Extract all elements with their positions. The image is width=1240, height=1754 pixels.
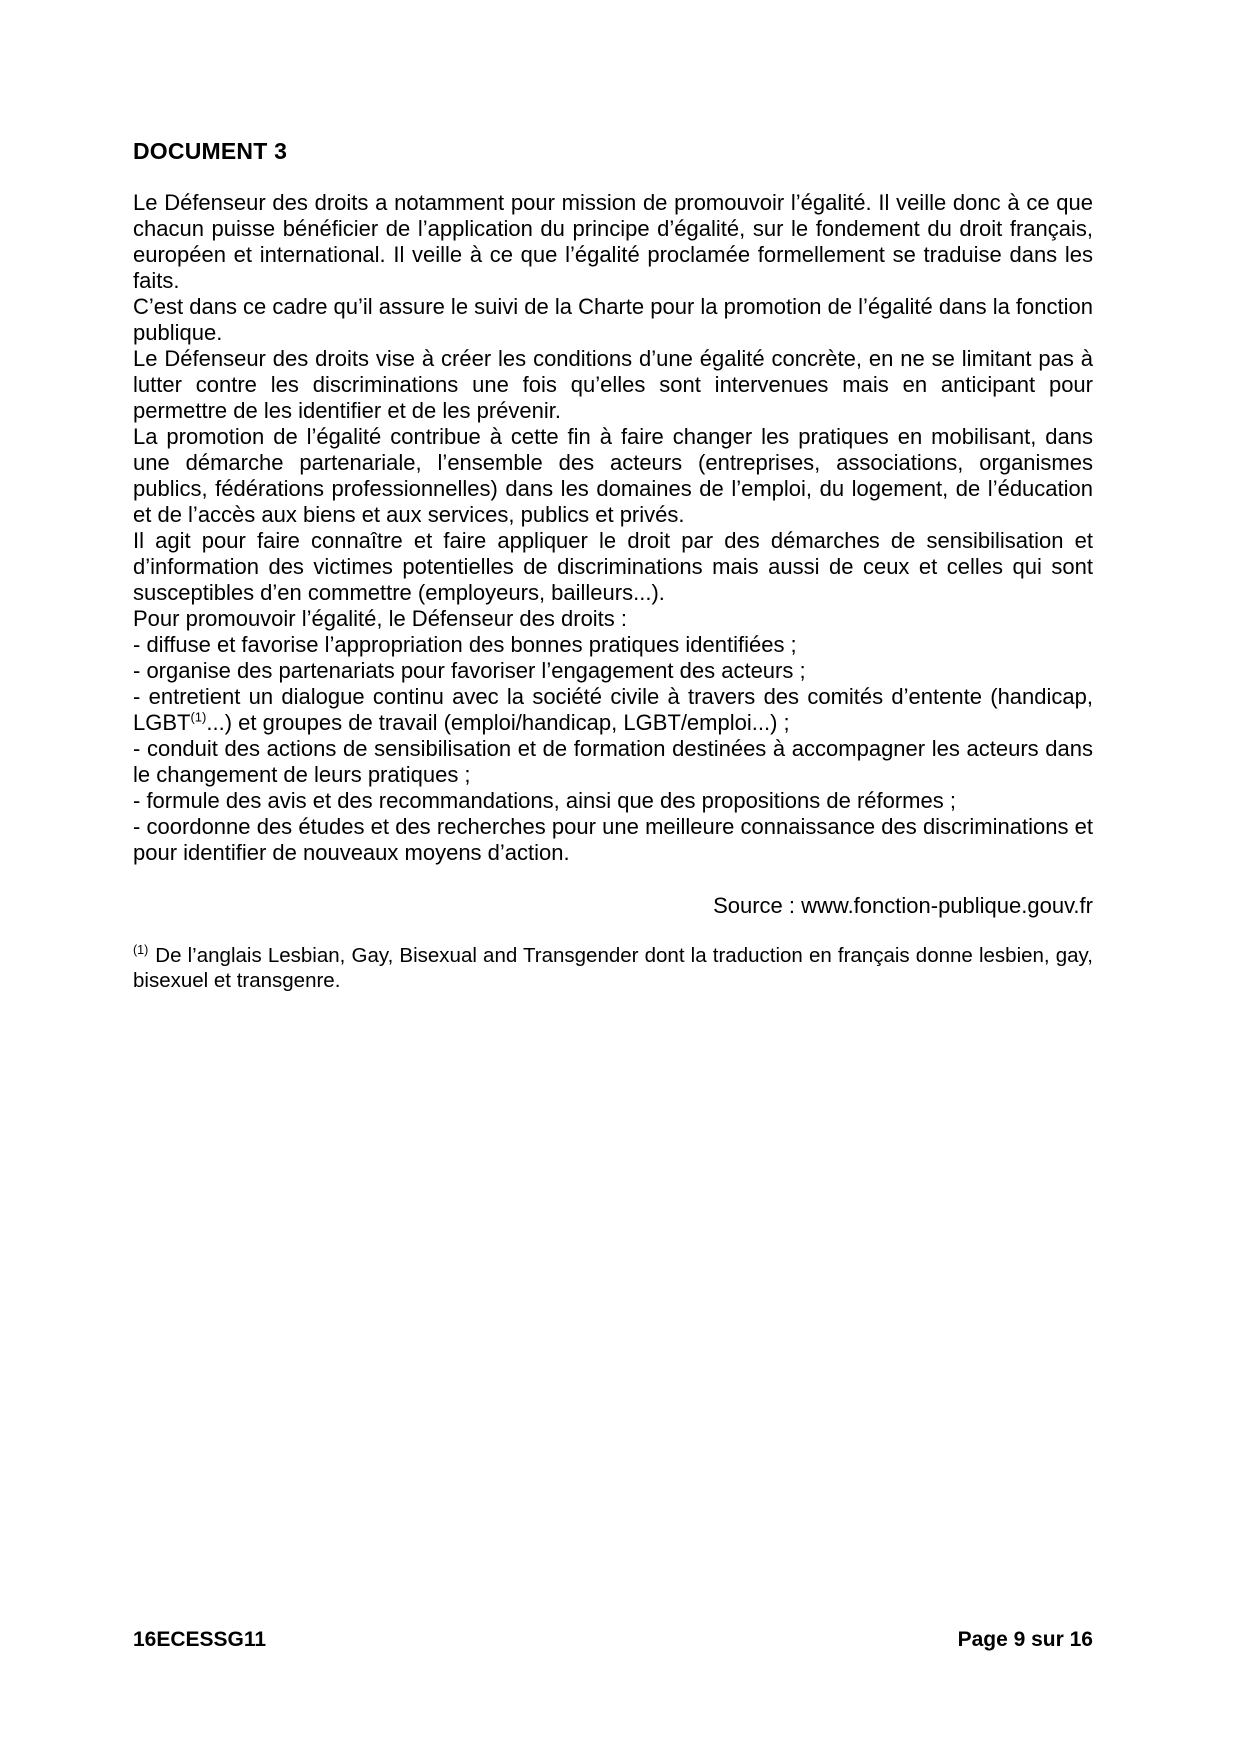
list-item-entretient-suite: ...) et groupes de travail (emploi/handicap, LGBT/emploi...) ; [206, 710, 790, 735]
document-title: DOCUMENT 3 [133, 138, 288, 164]
paragraph-charte: C’est dans ce cadre qu’il assure le suivi de la Charte pour la promotion de l’égalité dans la fonction publique. [133, 294, 1093, 345]
list-item-entretient [133, 684, 1093, 736]
list-item-organise: - organise des partenariats pour favoriser l’engagement des acteurs ; [133, 658, 806, 683]
paragraph-mission: Le Défenseur des droits a notamment pour mission de promouvoir l’égalité. Il veille donc à ce que chacun puisse bénéficier de l’application du principe d’égalité, sur le fondement du droit français, européen et international. Il veille à ce que l’égalité proclamée formellement se traduise dans les faits. [133, 190, 1093, 293]
footnote-reference-superscript: (1) [190, 709, 207, 725]
footer-page-number: Page 9 sur 16 [957, 1628, 1093, 1651]
paragraph-promotion-egalite: La promotion de l’égalité contribue à cette fin à faire changer les pratiques en mobilisant, dans une démarche partenariale, l’ensemble des acteurs (entreprises, associations, organismes publics, fédérations professionnelles) dans les domaines de l’emploi, du logement, de l’éducation et de l’accès aux biens et aux services, publics et privés. [133, 424, 1093, 527]
footnote [133, 943, 1093, 993]
list-item-diffuse: - diffuse et favorise l’appropriation des bonnes pratiques identifiées ; [133, 632, 797, 657]
paragraph-egalite-concrete: Le Défenseur des droits vise à créer les conditions d’une égalité concrète, en ne se limitant pas à lutter contre les discriminations une fois qu’elles sont intervenues mais en anticipant pour permettre de les identifier et de les prévenir. [133, 346, 1093, 423]
list-item-entretient-text: - entretient un dialogue continu avec la société civile à travers des comités d’entente (handicap, LGBT [133, 684, 1093, 735]
page-footer [133, 1628, 1093, 1652]
list-item-conduit: - conduit des actions de sensibilisation et de formation destinées à accompagner les acteurs dans le changement de leurs pratiques ; [133, 736, 1093, 787]
paragraph-intro-liste: Pour promouvoir l’égalité, le Défenseur des droits : [133, 606, 628, 631]
paragraph-sensibilisation: Il agit pour faire connaître et faire appliquer le droit par des démarches de sensibilisation et d’information des victimes potentielles de discriminations mais aussi de ceux et celles qui sont susceptibles d’en commettre (employeurs, bailleurs...). [133, 528, 1093, 605]
list-item-coordonne: - coordonne des études et des recherches pour une meilleure connaissance des discriminations et pour identifier de nouveaux moyens d’action. [133, 814, 1093, 865]
source-attribution: Source : www.fonction-publique.gouv.fr [713, 893, 1093, 918]
footnote-text: De l’anglais Lesbian, Gay, Bisexual and Transgender dont la traduction en français donne lesbien, gay, bisexuel et transgenre. [133, 944, 1093, 992]
footnote-marker: (1) [133, 943, 149, 958]
document-content [133, 138, 1093, 993]
footer-exam-code: 16ECESSG11 [133, 1628, 267, 1651]
list-item-formule: - formule des avis et des recommandations, ainsi que des propositions de réformes ; [133, 788, 956, 813]
